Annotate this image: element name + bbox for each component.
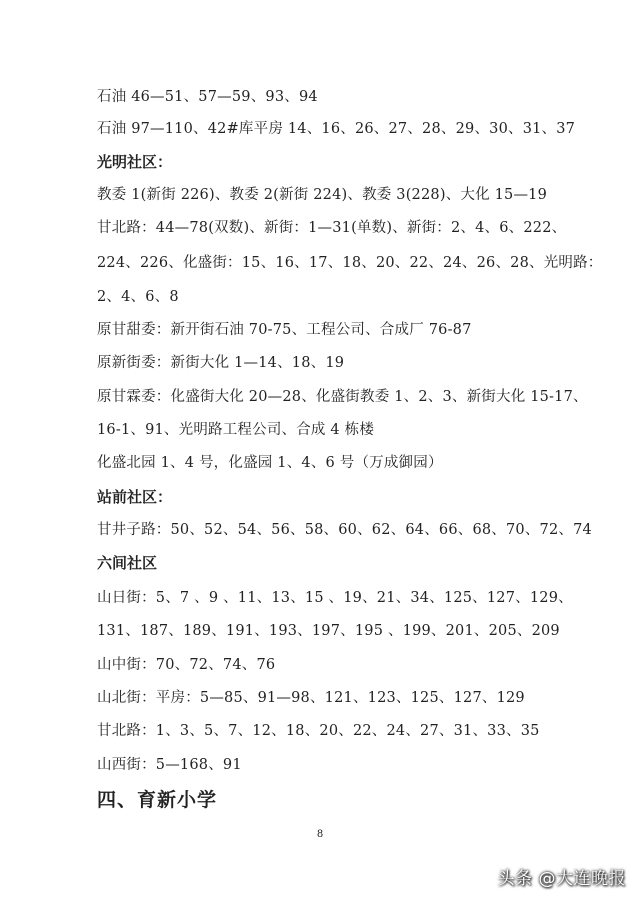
watermark: 头条 @大连晚报 xyxy=(497,869,626,889)
text-line: 山中街：70、72、74、76 xyxy=(97,657,276,673)
text-line: 甘井子路：50、52、54、56、58、60、62、64、66、68、70、72、74 xyxy=(97,522,592,538)
section-title: 四、育新小学 xyxy=(97,789,218,811)
community-heading-guangming: 光明社区： xyxy=(97,153,173,171)
community-heading-liujian: 六间社区 xyxy=(97,554,158,572)
text-line: 224、226、化盛街：15、16、17、18、20、22、24、26、28、光明路： xyxy=(97,255,603,271)
community-heading-zhanqian: 站前社区： xyxy=(97,488,173,506)
page-number: 8 xyxy=(316,829,324,840)
text-line: 甘北路：1、3、5、7、12、18、20、22、24、27、31、33、35 xyxy=(97,723,540,739)
text-line: 石油 97—110、42#库平房 14、16、26、27、28、29、30、31、37 xyxy=(97,121,576,137)
text-line: 原甘霖委：化盛街大化 20—28、化盛街教委 1、2、3、新街大化 15-17、 xyxy=(97,389,588,405)
text-line: 原甘甜委：新开街石油 70-75、工程公司、合成厂 76-87 xyxy=(97,322,472,338)
text-line: 2、4、6、8 xyxy=(97,289,179,305)
text-line: 山北街：平房：5—85、91—98、121、123、125、127、129 xyxy=(97,690,525,706)
text-line: 教委 1(新街 226)、教委 2(新街 224)、教委 3(228)、大化 15—19 xyxy=(97,187,548,203)
text-line: 原新街委：新街大化 1—14、18、19 xyxy=(97,355,345,371)
text-line: 山日街：5、7 、9 、11、13、15 、19、21、34、125、127、129、 xyxy=(97,590,573,606)
text-line: 山西街：5—168、91 xyxy=(97,757,242,773)
text-line: 甘北路：44—78(双数)、新街：1—31(单数)、新街：2、4、6、222、 xyxy=(97,220,567,236)
text-line: 131、187、189、191、193、197、195 、199、201、205、209 xyxy=(97,623,560,639)
text-line: 石油 46—51、57—59、93、94 xyxy=(97,89,318,105)
text-line: 16-1、91、光明路工程公司、合成 4 栋楼 xyxy=(97,422,375,438)
text-line: 化盛北园 1、4 号，化盛园 1、4、6 号（万成御园） xyxy=(97,455,443,471)
